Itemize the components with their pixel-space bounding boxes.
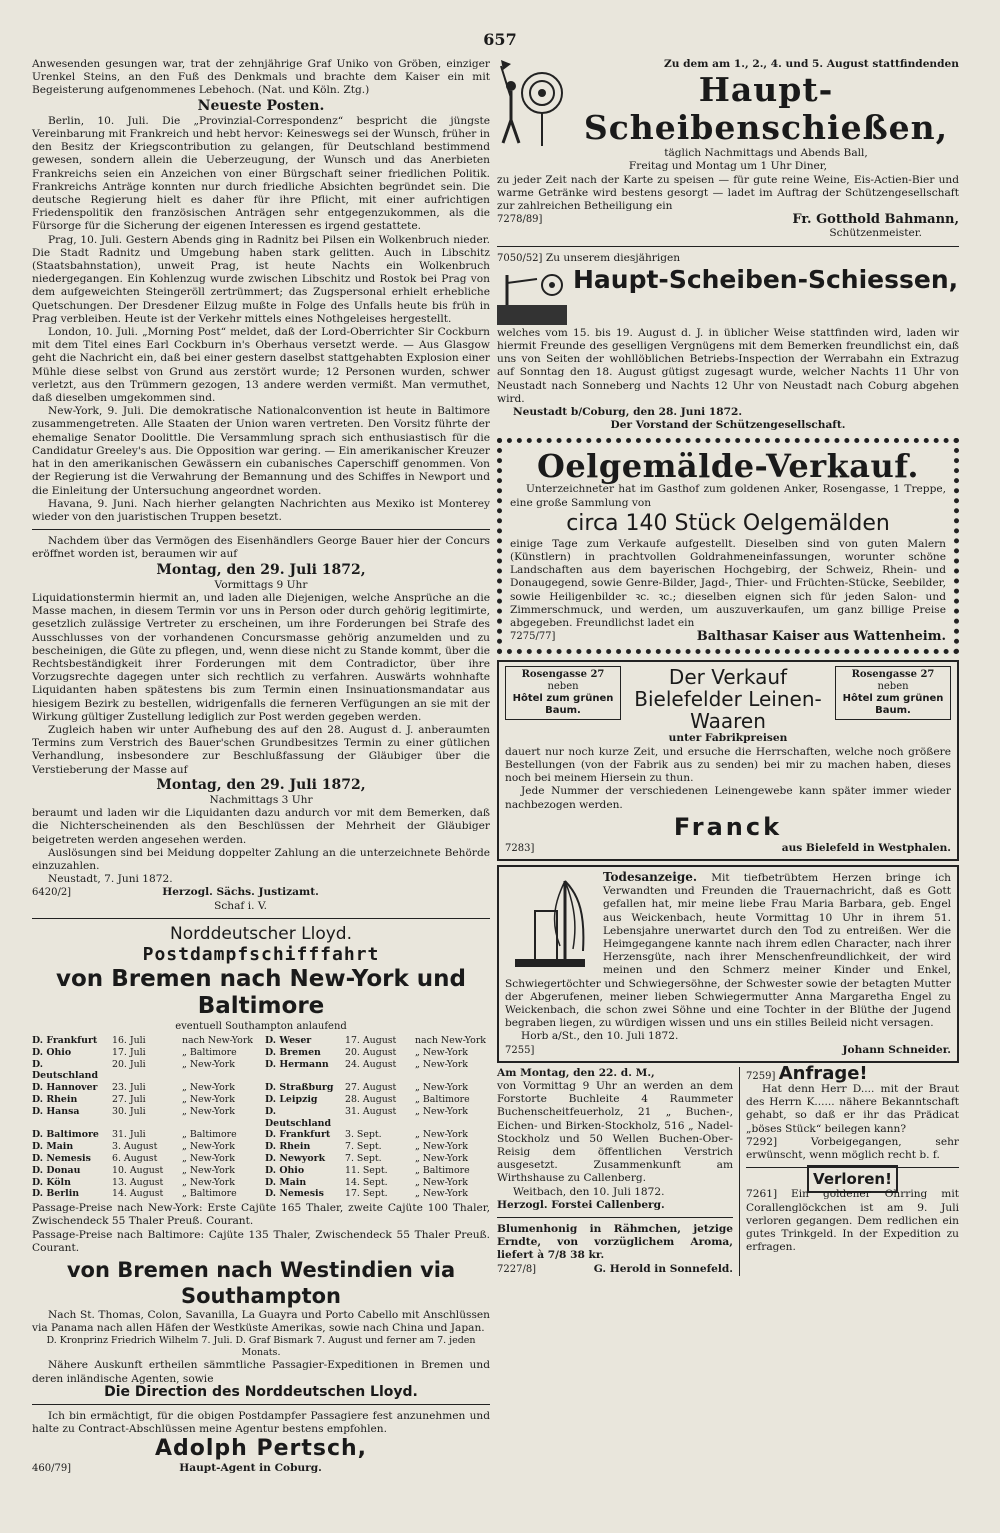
verloren-title: Verloren! — [807, 1165, 898, 1193]
schedule-date: 28. August — [345, 1093, 397, 1105]
schedule-ship: D. Straßburg — [265, 1082, 334, 1094]
schedule-row — [32, 1153, 257, 1165]
lloyd-route-2: von Bremen nach Westindien via Southampton — [66, 1257, 456, 1308]
schedule-date: 3. Sept. — [345, 1129, 382, 1141]
schedule-row — [265, 1059, 490, 1083]
schedule-date: 11. Sept. — [345, 1164, 388, 1176]
schedule-date: 7. Sept. — [345, 1141, 382, 1153]
leinen-body: dauert nur noch kurze Zeit, und ersuche die Herrschaften, welche noch größere Bestellungen (von der Fabrik aus zu senden) bei mir zu machen haben, dieses noch bei meinem Hiersein zu thun. — [505, 745, 951, 785]
news-prag: Prag, 10. Juli. Gestern Abends ging in Radnitz bei Pilsen ein Wolkenbruch nieder. Die Stadt Radnitz und Umgebung haben stark gelitten. Auch in Libschitz (Staatsbahnstation), unweit Prag, ist heute Nachts ein Wolkenbruch niedergegangen. Ein Kohlenzug wurde zwischen Libschitz und Rostok bei Prag von dem aufgeweichten Steingeröll zertrümmert; das Zugspersonal erhielt erhebliche Quetschungen. Der Dresdener Eilzug mußte in Folge des Unfalls heute bis früh in Prag verbleiben. Heute ist der Verkehr mittels eines Nothgeleises hergestellt. — [32, 233, 490, 325]
oel-ref: 7275/77] — [510, 631, 556, 643]
concurs-place: Neustadt, 7. Juni 1872. — [48, 873, 173, 886]
leinen-side-hotel: Hôtel zum grünen Baum. — [512, 693, 614, 717]
schedule-destination: „ New-York — [182, 1082, 235, 1094]
concurs-ref: 6420/2] — [32, 887, 72, 899]
schedule-date: 31. August — [345, 1105, 397, 1117]
oel-body: einige Tage zum Verkaufe aufgestellt. Dieselben sind von guten Malern (Künstlern) in prachtvollen Goldrahmeneinfassungen, worunter schöne Landschaften aus dem bayerischen Hochgebirg, der Schweiz, Rhein- und Donaugegend, sowie Genre-Bilder, Jagd-, Thier- und Früchten-Stücke, Seebilder, sowie Heiligenbilder ꝛc. ꝛc.; dieselben eignen sich für jeden Salon- und Zimmerschmuck, und werden, um auszuverkaufen, um ganz billige Preise abgegeben. Freundlichst ladet ein — [510, 537, 946, 630]
scheiben-title: Haupt-Scheibenschießen, — [583, 70, 949, 148]
tod-signature: Johann Schneider. — [842, 1043, 951, 1056]
schedule-destination: „ New-York — [182, 1141, 235, 1153]
prices-newyork: Passage-Preise nach New-York: Erste Cajüte 165 Thaler, zweite Cajüte 100 Thaler, Zwischendeck 55 Thaler Preuß. Courant. — [32, 1202, 490, 1228]
concurs-body-3: beraumt und laden wir die Liquidanten dazu andurch vor mit dem Bemerken, daß die Nichterscheinenden als den Beschlüssen der Mehrheit der Gläubiger beigetreten werden angesehen werden. — [32, 807, 490, 846]
prices-baltimore: Passage-Preise nach Baltimore: Cajüte 135 Thaler, Zwischendeck 55 Thaler Preuß. Courant. — [32, 1228, 490, 1254]
pertsch-title: Haupt-Agent in Coburg. — [179, 1462, 322, 1475]
bottom-left-subcolumn — [497, 1067, 740, 1276]
schedule-destination: „ New-York — [182, 1093, 235, 1105]
honig-text: Blumenhonig in Rähmchen, jetzige Erndte, von vorzüglichem Aroma, liefert à 7/8 38 kr. — [497, 1222, 733, 1262]
schedule-ship: D. Rhein — [32, 1093, 78, 1105]
schedule-destination: „ New-York — [182, 1164, 235, 1176]
schedule-destination: nach New-York — [182, 1035, 253, 1046]
shooting-scene-icon — [497, 265, 567, 325]
holz-signature: Herzogl. Forstei Callenberg. — [497, 1198, 665, 1211]
schedule-ship: D. Donau — [32, 1164, 81, 1176]
schedule-destination: „ New-York — [415, 1141, 468, 1153]
scheiben-line-1: täglich Nachmittags und Abends Ball, — [664, 147, 868, 160]
scheiben-pre: Zu dem am 1., 2., 4. und 5. August stattfindenden — [664, 58, 959, 70]
schedule-date: 30. Juli — [112, 1105, 146, 1117]
right-column — [497, 58, 959, 1276]
oel-title: Oelgemälde-Verkauf. — [536, 447, 920, 486]
schedule-row — [265, 1035, 490, 1047]
schedule-destination: „ New-York — [182, 1176, 235, 1188]
schedule-date: 24. August — [345, 1058, 397, 1070]
schedule-ship: D. Deutschland — [265, 1105, 332, 1129]
leinen-name: Franck — [673, 812, 783, 841]
lloyd-route-1: von Bremen nach New-York und Baltimore — [56, 965, 466, 1019]
schedule-ship: D. Hannover — [32, 1082, 98, 1094]
westindien-dates: D. Kronprinz Friedrich Wilhelm 7. Juli. D. Graf Bismark 7. August und ferner am 7. jeden Monats. — [46, 1335, 476, 1359]
oel-signature: Balthasar Kaiser aus Wattenheim. — [696, 629, 946, 645]
schedule-ship: D. Hermann — [265, 1058, 329, 1070]
schedule-ship: D. Deutschland — [32, 1058, 99, 1082]
neustadt-title: Haupt-Scheiben-Schiessen, — [573, 264, 959, 294]
holz-place: Weitbach, den 10. Juli 1872. — [513, 1185, 665, 1198]
schedule-date: 14. Sept. — [345, 1176, 388, 1188]
schedule-destination: „ Baltimore — [182, 1129, 237, 1141]
schedule-destination: „ New-York — [182, 1058, 235, 1070]
lloyd-direction: Die Direction des Norddeutschen Lloyd. — [104, 1383, 418, 1400]
news-newyork: New-York, 9. Juli. Die demokratische Nationalconvention ist heute in Baltimore zusammengetreten. Alle Staaten der Union waren vertreten. Den Vorsitz führte der ehemalige Senator Doolittle. Die Versammlung sprach sich enthusiastisch für die Candidatur Greeley's aus. Die Opposition war gering. — Ein amerikanischer Kreuzer hat in den amerikanischen Gewässern ein cubanisches Caperschiff genommen. Von der Regierung ist die Verwahrung der Bemannung und des Schiffes in Newport und die Einleitung der Untersuchung angeordnet worden. — [32, 405, 490, 497]
schedule-row — [265, 1188, 490, 1200]
schedule-row — [265, 1082, 490, 1094]
leinen-ref: 7283] — [505, 842, 535, 854]
lloyd-subtitle: Postdampfschifffahrt — [142, 943, 380, 965]
concurs-time-1: Vormittags 9 Uhr — [214, 578, 308, 591]
schedule-row — [265, 1165, 490, 1177]
schedule-row — [32, 1106, 257, 1130]
scheiben-line-2: Freitag und Montag um 1 Uhr Diner, — [628, 160, 828, 173]
schedule-destination: „ New-York — [415, 1105, 468, 1117]
pertsch-ref: 460/79] — [32, 1463, 72, 1475]
schedule-date: 31. Juli — [112, 1129, 146, 1141]
honig-signature: G. Herold in Sonnefeld. — [593, 1262, 733, 1275]
westindien-text: Nach St. Thomas, Colon, Savanilla, La Guayra und Porto Cabello mit Anschlüssen via Panama nach allen Häfen der Westküste Amerikas, sowie nach China und Japan. — [32, 1308, 490, 1335]
oel-big-line: circa 140 Stück Oelgemälden — [566, 510, 890, 536]
tod-footer — [505, 1044, 951, 1057]
marksman-illustration-icon — [497, 58, 567, 148]
schedule-row — [32, 1141, 257, 1153]
schedule-ship: D. Baltimore — [32, 1129, 99, 1141]
pertsch-footer — [32, 1462, 490, 1475]
schedule-row — [32, 1035, 257, 1047]
oel-intro: Unterzeichneter hat im Gasthof zum goldenen Anker, Rosengasse, 1 Treppe, eine große Sammlung von — [510, 483, 946, 509]
schedule-date: 27. Juli — [112, 1093, 146, 1105]
schedule-date: 23. Juli — [112, 1082, 146, 1094]
leinen-side-hotel: Hôtel zum grünen Baum. — [842, 693, 944, 717]
leinen-side-box-right — [835, 666, 951, 720]
schedule-date: 17. August — [345, 1035, 397, 1046]
schedule-row — [265, 1141, 490, 1153]
lloyd-title: Norddeutscher Lloyd. — [170, 923, 352, 944]
divider — [497, 1217, 733, 1218]
schedule-destination: „ New-York — [415, 1082, 468, 1094]
schedule-row — [32, 1165, 257, 1177]
schedule-row — [32, 1059, 257, 1083]
news-heading: Neueste Posten. — [197, 97, 325, 114]
holz-body: von Vormittag 9 Uhr an werden an dem Forstorte Buchleite 4 Raummeter Buchenscheitfeuerholz, 21 „ Buchen-, Eichen- und Birken-Stockholz, 516 „ Nadel-Stockholz und 50 Wellen Buchen-Ober-Reisig dem öffentlichen Verstrich ausgesetzt. Zusammenkunft am Wirthshause zu Callenberg. — [497, 1079, 733, 1185]
pertsch-name: Adolph Pertsch, — [154, 1436, 368, 1462]
sailing-schedule — [32, 1035, 490, 1200]
holz-date: Am Montag, den 22. d. M., — [497, 1066, 655, 1079]
concurs-time-2: Nachmittags 3 Uhr — [209, 793, 313, 806]
leinen-side-neben: neben — [547, 681, 579, 693]
schedule-destination: „ Baltimore — [182, 1188, 237, 1200]
schedule-ship: D. Frankfurt — [32, 1035, 98, 1046]
oelgemaelde-ad — [497, 438, 959, 654]
tod-title: Todesanzeige. — [603, 869, 698, 884]
page-number: 657 — [483, 30, 517, 49]
schedule-row — [32, 1047, 257, 1059]
concurs-date-2: Montag, den 29. Juli 1872, — [156, 776, 366, 793]
leinen-ad — [497, 660, 959, 860]
schedule-ship: D. Rhein — [265, 1141, 311, 1153]
neustadt-body: welches vom 15. bis 19. August d. J. in üblicher Weise stattfinden wird, laden wir hiermit Freunde des geselligen Vergnügens mit dem Bemerken freundlichst ein, daß uns von Seiten der wohllöblichen Betriebs-Inspection der Werrabahn ein Extrazug auf Sonntag den 18. August gütigst zugesagt wurde, welcher Nachts 11 Uhr von Neustadt nach Sonneberg und Nachts 12 Uhr von Neustadt nach Coburg abgehen wird. — [497, 326, 959, 405]
schedule-destination: „ New-York — [415, 1188, 468, 1200]
todesanzeige-ad — [497, 865, 959, 1063]
schedule-row — [32, 1177, 257, 1189]
anfrage-ref: 7259] — [746, 1070, 776, 1082]
schedule-ship: D. Main — [32, 1141, 74, 1153]
schedule-ship: D. Bremen — [265, 1046, 321, 1058]
leinen-side-neben: neben — [877, 681, 909, 693]
leinen-side-address: Rosengasse 27 — [521, 669, 605, 681]
schedule-row — [265, 1106, 490, 1130]
concurs-signature: Herzogl. Sächs. Justizamt. — [162, 886, 319, 899]
schedule-date: 20. Juli — [112, 1058, 146, 1070]
neustadt-ref: 7050/52] — [497, 252, 543, 264]
schedule-destination: „ Baltimore — [415, 1093, 470, 1105]
schedule-row — [265, 1094, 490, 1106]
verloren-body: 7261] Ein goldener Ohrring mit Corallenglöckchen ist am 9. Juli verloren gegangen. Dem redlichen ein gutes Trinkgeld. In der Expedition zu erfragen. — [746, 1188, 959, 1254]
schedule-row — [265, 1153, 490, 1165]
schedule-destination: „ New-York — [415, 1152, 468, 1164]
schedule-date: 6. August — [112, 1152, 158, 1164]
schedule-row — [265, 1129, 490, 1141]
leinen-title-2: Bielefelder Leinen- — [634, 687, 822, 712]
schedule-date: 27. August — [345, 1082, 397, 1094]
grave-willow-icon — [505, 871, 595, 971]
schedule-ship: D. Köln — [32, 1176, 71, 1188]
leinen-title-1: Der Verkauf — [668, 665, 788, 690]
schedule-destination: „ New-York — [415, 1058, 468, 1070]
schedule-row — [32, 1094, 257, 1106]
concurs-body-2: Zugleich haben wir unter Aufhebung des auf den 28. August d. J. anberaumten Termins zum Verstrich des Bauer'schen Grundbesitzes Termin zu einer gütlichen Verhandlung, insbesondere zur Beschlußfassung der Gläubiger über die Verstieberung der Masse auf — [32, 723, 490, 776]
schedule-ship: D. Nemesis — [32, 1152, 91, 1164]
schedule-row — [32, 1129, 257, 1141]
schedule-ship: D. Berlin — [32, 1188, 80, 1200]
schedule-ship: D. Ohio — [32, 1046, 72, 1058]
honig-ref: 7227/8] — [497, 1263, 537, 1275]
leinen-from: aus Bielefeld in Westphalen. — [781, 841, 951, 854]
divider — [32, 1404, 490, 1405]
news-london: London, 10. Juli. „Morning Post“ meldet, daß der Lord-Oberrichter Sir Cockburn mit dem Titel eines Earl Cockburn in's Oberhaus versetzt werde. — Aus Glasgow geht die Nachricht ein, daß bei einer gestern daselbst stattgehabten Explosion einer Mühle diese selbst von Grund aus zerstört wurde; 12 Personen wurden, schwer verletzt, aus den Trümmern gezogen, 13 andere werden vermißt. Man vermuthet, daß dieselben umgekommen sind. — [32, 326, 490, 405]
honig-footer — [497, 1263, 733, 1276]
schedule-date: 13. August — [112, 1176, 164, 1188]
bottom-right-split — [497, 1062, 959, 1276]
lloyd-more-info: Nähere Auskunft ertheilen sämmtliche Passagier-Expeditionen in Bremen und deren inländische Agenten, sowie — [32, 1359, 490, 1385]
scheiben-line-3: zu jeder Zeit nach der Karte zu speisen — für gute reine Weine, Eis-Actien-Bier und warme Getränke wird bestens gesorgt — ladet im Auftrag der Schützengesellschaft zur zahlreichen Betheiligung ein — [497, 173, 959, 213]
concurs-body-1: Liquidationstermin hiermit an, und laden alle Diejenigen, welche Ansprüche an die Masse machen, in diesem Termin vor uns in Person oder durch gehörig legitimirte, gesetzlich zulässige Vertreter zu erscheinen, um ihre Forderungen bei Strafe des Ausschlusses von der vorhandenen Concursmasse gehörig anzumelden und zu bescheinigen, die Güte zu pflegen, und, wenn diese nicht zu Stande kommt, über die Rechtsbeständigkeit ihrer Forderungen mit dem Contradictor, über ihre Vorzugsrechte dagegen unter sich rechtlich zu verfahren. Auswärts wohnhafte Liquidanten haben spätestens bis zum Termin einen Insinuationsmandatar aus hiesigem Bezirk zu bestellen, widrigenfalls die ferneren Verfügungen an sie mit der Wirkung gültiger Zustellung lediglich zur Post werden gegeben werden. — [32, 591, 490, 723]
anfrage-body: Hat denn Herr D.... mit der Braut des Herrn K...... nähere Bekanntschaft gehabt, so daß er ihr das Prädicat „böses Stück“ beilegen kann? — [746, 1082, 959, 1135]
concurs-signature-row — [32, 886, 490, 912]
oel-signature-row — [510, 630, 946, 643]
leinen-header — [505, 666, 951, 732]
schedule-row — [265, 1177, 490, 1189]
schedule-destination: „ New-York — [182, 1152, 235, 1164]
concurs-body-4: Auslösungen sind bei Meidung doppelter Zahlung an die unterzeichnete Behörde einzuzahlen. — [32, 846, 490, 872]
schedule-row — [265, 1047, 490, 1059]
scheiben-signature: Fr. Gotthold Bahmann, — [792, 212, 959, 228]
schedule-destination: „ New-York — [415, 1046, 468, 1058]
schedule-date: 16. Juli — [112, 1035, 146, 1046]
divider — [32, 918, 490, 919]
schedule-date: 17. Sept. — [345, 1188, 388, 1200]
neustadt-pre: Zu unserem diesjährigen — [545, 251, 681, 264]
schedule-destination: „ Baltimore — [415, 1164, 470, 1176]
lloyd-via: eventuell Southampton anlaufend — [175, 1020, 347, 1032]
schedule-ship: D. Nemesis — [265, 1188, 324, 1200]
schedule-ship: D. Leipzig — [265, 1093, 318, 1105]
left-column — [32, 58, 490, 1476]
tod-body: Mit tiefbetrübtem Herzen bringe ich Verwandten und Freunden die Trauernachricht, daß es Gott gefallen hat, mir meine liebe Frau Maria Barbara, geb. Engel aus Weickenbach, heute Vormittag 10 Uhr in ihrem 51. Lebensjahre unerwartet durch den Tod zu entreißen. Wer die Heimgegangene kannte nach ihrem edlen Character, nach ihrer Herzensgüte, nach ihrer Menschenfreundlichkeit, der wird meinen und den Schmerz meiner Kinder und Enkel, Schwiegertöchter und Schwiegersöhne, der Schwester sowie der betagten Mutter der Abgerufenen, meiner lieben Schwiegermutter Anna Margaretha Engel zu Weickenbach, die schon zwei Söhne und eine Tochter in der Blüthe der Jugend begraben liegen, zu würdigen wissen und uns ein stilles Beileid nicht versagen. — [505, 871, 952, 1030]
scheiben-signature-row — [497, 213, 959, 240]
schedule-row — [32, 1082, 257, 1094]
concurs-signature-2: Schaf i. V. — [214, 899, 267, 912]
divider — [32, 529, 490, 530]
schedule-date: 20. August — [345, 1046, 397, 1058]
leinen-title-4: unter Fabrikpreisen — [668, 732, 788, 745]
leinen-body-2: Jede Nummer der verschiedenen Leinengewebe kann später immer wieder nachbezogen werden. — [505, 785, 951, 811]
schedule-destination: „ New-York — [415, 1129, 468, 1141]
neustadt-ad — [497, 252, 959, 433]
leinen-side-box-left — [505, 666, 621, 720]
concurs-intro: Nachdem über das Vermögen des Eisenhändlers George Bauer hier der Concurs eröffnet worden ist, beraumen wir auf — [32, 535, 490, 561]
schedule-ship: D. Newyork — [265, 1152, 326, 1164]
schedule-ship: D. Frankfurt — [265, 1129, 331, 1141]
bottom-right-subcolumn — [740, 1062, 959, 1276]
concurs-date-1: Montag, den 29. Juli 1872, — [156, 561, 366, 578]
anfrage-body-2: 7292] Vorbeigegangen, sehr erwünscht, wenn möglich recht b. f. — [746, 1135, 959, 1161]
leinen-side-address: Rosengasse 27 — [851, 669, 935, 681]
schedule-ship: D. Hansa — [32, 1105, 80, 1117]
schedule-date: 3. August — [112, 1141, 158, 1153]
schedule-date: 17. Juli — [112, 1046, 146, 1058]
schedule-ship: D. Weser — [265, 1035, 312, 1046]
schedule-destination: „ New-York — [415, 1176, 468, 1188]
scheiben-ad — [497, 58, 959, 241]
schedule-ship: D. Ohio — [265, 1164, 305, 1176]
leinen-footer — [505, 842, 951, 855]
schedule-ship: D. Main — [265, 1176, 307, 1188]
neustadt-place: Neustadt b/Coburg, den 28. Juni 1872. — [513, 406, 743, 419]
schedule-date: 10. August — [112, 1164, 164, 1176]
tod-ref: 7255] — [505, 1044, 535, 1056]
tod-place: Horb a/St., den 10. Juli 1872. — [521, 1030, 679, 1043]
news-havana: Havana, 9. Juni. Nach hierher gelangten Nachrichten aus Mexiko ist Monterey wieder von den juaristischen Truppen besetzt. — [32, 497, 490, 523]
schedule-row — [32, 1188, 257, 1200]
neustadt-signature: Der Vorstand der Schützengesellschaft. — [610, 419, 846, 432]
leinen-title-3: Waaren — [690, 709, 766, 734]
scheiben-ref: 7278/89] — [497, 214, 543, 226]
divider — [497, 246, 959, 247]
schedule-destination: „ Baltimore — [182, 1046, 237, 1058]
schedule-destination: nach New-York — [415, 1035, 486, 1046]
anfrage-title: Anfrage! — [778, 1062, 868, 1084]
schedule-date: 14. August — [112, 1188, 164, 1200]
pertsch-intro: Ich bin ermächtigt, für die obigen Postdampfer Passagiere fest anzunehmen und halte zu Contract-Abschlüssen meine Agentur bestens empfohlen. — [32, 1409, 490, 1436]
schedule-date: 7. Sept. — [345, 1152, 382, 1164]
schedule-destination: „ New-York — [182, 1105, 235, 1117]
news-berlin: Berlin, 10. Juli. Die „Provinzial-Correspondenz“ bespricht die jüngste Vereinbarung mit Frankreich und hebt hervor: Keineswegs sei der Wunsch, früher in den Besitz der Kriegscontribution zu gelangen, für Deutschland bestimmend gewesen, sondern allein die Ueberzeugung, der Wunsch und das Anerbieten Frankreichs seien ein Anzeichen von einer Bürgschaft seiner friedlichen Politik. Frankreichs Anträge konnten nur durch friedliche Absichten begründet sein. Die deutsche Regierung hielt es daher für ihre Pflicht, mit einer aufrichtigen Friedenspolitik den französischen Anträgen sehr entgegenzukommen, als die Fürsorge für die Sicherung der eigenen Interessen es irgend gestattete. — [32, 114, 490, 233]
scheiben-signature-2: Schützenmeister. — [829, 227, 923, 240]
intro-text: Anwesenden gesungen war, trat der zehnjährige Graf Uniko von Gröben, einziger Urenkel Steins, an den Fuß des Denkmals und brachte dem Kaiser ein mit Begeisterung aufgenommenes Lebehoch. (Nat. und Köln. Ztg.) — [32, 58, 490, 97]
